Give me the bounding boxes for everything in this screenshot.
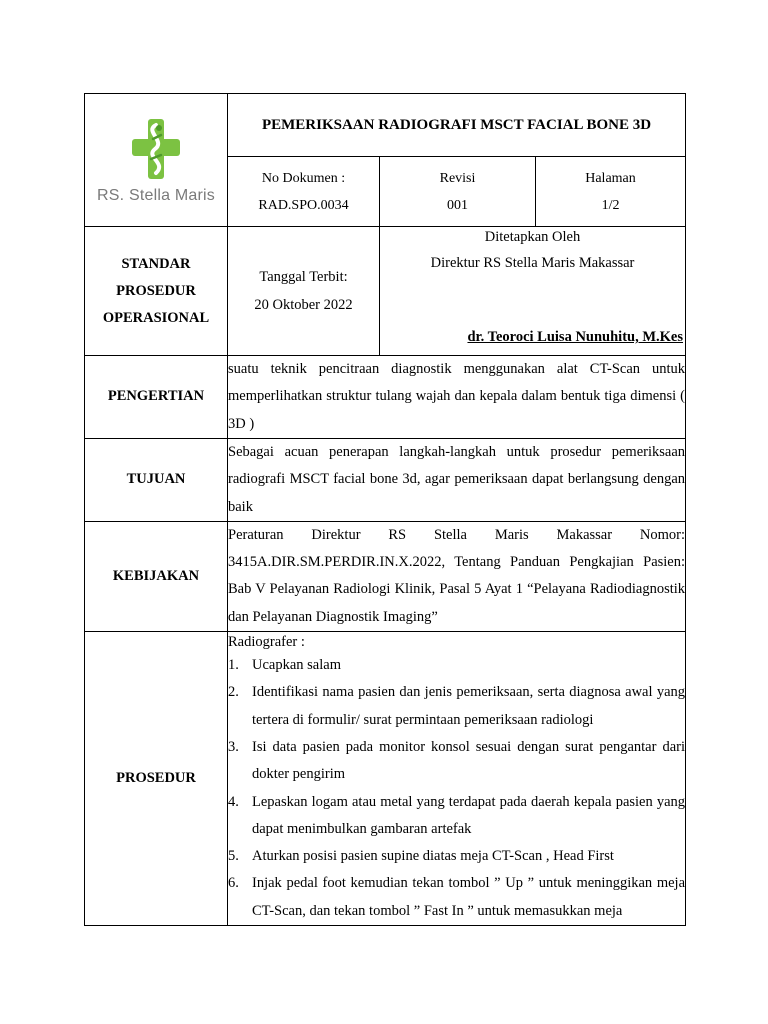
section-label-pengertian: PENGERTIAN	[85, 356, 228, 439]
section-text-kebijakan: Peraturan Direktur RS Stella Maris Makassar Nomor: 3415A.DIR.SM.PERDIR.IN.X.2022, Tentang Panduan Pengkajian Pasien: Bab V Pelayanan Radiologi Klinik, Pasal 5 Ayat 1 “Pelayana Radiodiagnostik dan Pelayanan Diagnostik Imaging”	[228, 521, 686, 631]
procedure-intro: Radiografer :	[228, 634, 305, 651]
procedure-step	[228, 652, 685, 679]
procedure-step-text: Lepaskan logam atau metal yang terdapat pada daerah kepala pasien yang dapat menimbulkan gambaran artefak	[252, 793, 686, 837]
logo-cell	[85, 94, 228, 227]
procedure-step	[228, 870, 685, 925]
sop-label-line: OPERASIONAL	[102, 309, 210, 326]
procedure-step-number: 5.	[228, 848, 239, 865]
page-cell	[536, 157, 686, 227]
section-text-pengertian: suatu teknik pencitraan diagnostik menggunakan alat CT-Scan untuk memperlihatkan struktur tulang wajah dan kepala dalam bentuk tiga dimensi ( 3D )	[228, 356, 686, 439]
revision-value: 001	[447, 197, 468, 213]
procedure-step-text: Aturkan posisi pasien supine diatas meja CT-Scan , Head First	[252, 848, 614, 865]
procedure-step-text: Isi data pasien pada monitor konsol sesuai dengan surat pengantar dari dokter pengirim	[252, 738, 686, 783]
section-content-prosedur	[228, 632, 686, 926]
hospital-name-logo: RS. Stella Maris	[97, 187, 215, 204]
document-number-label: No Dokumen :	[261, 170, 346, 186]
procedure-step	[228, 679, 685, 734]
procedure-step-text: Ucapkan salam	[252, 657, 341, 674]
procedure-step-number: 4.	[228, 793, 239, 810]
document-title: PEMERIKSAAN RADIOGRAFI MSCT FACIAL BONE 3D	[228, 94, 686, 157]
document-number-cell	[228, 157, 380, 227]
approver-role: Direktur RS Stella Maris Makassar	[430, 255, 635, 271]
issue-date-label: Tanggal Terbit:	[259, 269, 348, 285]
approval-cell	[380, 227, 686, 356]
approved-by-label: Ditetapkan Oleh	[484, 229, 581, 245]
procedure-step-number: 1.	[228, 657, 239, 674]
procedure-step-number: 3.	[228, 738, 239, 755]
sop-label-cell	[85, 227, 228, 356]
procedure-step-number: 2.	[228, 684, 239, 701]
section-label-tujuan: TUJUAN	[85, 438, 228, 521]
document-number-value: RAD.SPO.0034	[258, 197, 349, 213]
procedure-steps-list	[228, 652, 685, 925]
procedure-step-text: Injak pedal foot kemudian tekan tombol ” Up ” untuk meninggikan meja CT-Scan, dan tekan tombol ” Fast In ” untuk memasukkan meja	[252, 875, 686, 919]
issue-date-cell	[228, 227, 380, 356]
sop-label-line: PROSEDUR	[116, 282, 196, 299]
procedure-step-text: Identifikasi nama pasien dan jenis pemeriksaan, serta diagnosa awal yang tertera di formulir/ surat permintaan pemeriksaan radiologi	[252, 684, 686, 728]
revision-label: Revisi	[439, 170, 476, 186]
procedure-step	[228, 789, 685, 844]
hospital-cross-logo-icon	[131, 117, 181, 181]
section-label-prosedur: PROSEDUR	[85, 632, 228, 926]
issue-date-value: 20 Oktober 2022	[254, 297, 353, 313]
page-value: 1/2	[601, 197, 620, 213]
procedure-step	[228, 843, 685, 870]
page-label: Halaman	[585, 170, 636, 186]
procedure-step	[228, 734, 685, 789]
section-label-kebijakan: KEBIJAKAN	[85, 521, 228, 631]
section-text-tujuan: Sebagai acuan penerapan langkah-langkah untuk prosedur pemeriksaan radiografi MSCT facial bone 3d, agar pemeriksaan dapat berlangsung dengan baik	[228, 438, 686, 521]
procedure-step-number: 6.	[228, 875, 239, 892]
sop-document-table	[84, 93, 686, 926]
approver-name: dr. Teoroci Luisa Nunuhitu, M.Kes	[467, 329, 684, 345]
revision-cell	[380, 157, 536, 227]
sop-label-line: STANDAR	[121, 255, 191, 272]
